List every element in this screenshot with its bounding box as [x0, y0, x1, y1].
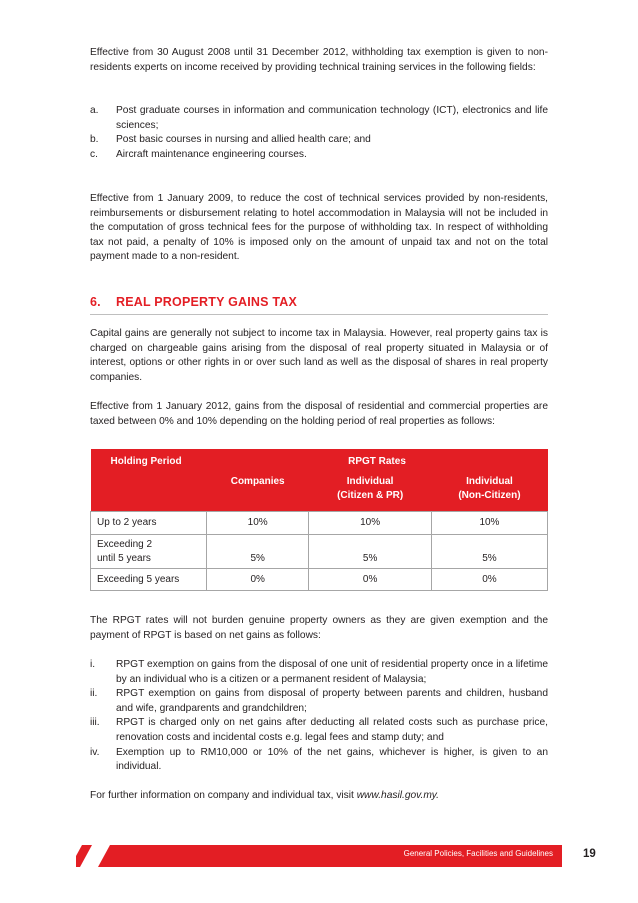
footer-title: General Policies, Facilities and Guidelines [403, 849, 553, 858]
exemption-list [90, 658, 548, 775]
list-text: RPGT exemption on gains from the disposal of one unit of residential property once in a lifetime by an individual who is a citizen or a permanent resident of Malaysia; [116, 659, 548, 685]
header-holding-period: Holding Period [91, 449, 207, 512]
non-citizen-rate-cell: 0% [431, 569, 547, 591]
list-item [90, 658, 548, 687]
rpgt-rates-paragraph: Effective from 1 January 2012, gains from the disposal of residential and commercial properties are taxed between 0% and 10% depending on the holding period of real properties as follows: [90, 401, 548, 427]
table-row [91, 535, 548, 569]
further-info-text: For further information on company and individual tax, visit [90, 790, 357, 801]
training-fields-list [90, 104, 548, 162]
list-item [90, 148, 548, 163]
table-row [91, 569, 548, 591]
list-item [90, 104, 548, 133]
table-header-row [91, 449, 548, 473]
page-number: 19 [583, 848, 596, 860]
holding-period-line1: Exceeding 2 [97, 538, 153, 550]
section-heading [90, 295, 548, 309]
exemption-intro-paragraph: The RPGT rates will not burden genuine property owners as they are given exemption and the payment of RPGT is based on net gains as follows: [90, 615, 548, 641]
rpgt-rates-table [90, 449, 548, 591]
header-companies-label: Companies [230, 476, 285, 487]
table-row [91, 512, 548, 535]
non-citizen-rate-cell: 10% [431, 512, 547, 535]
holding-period-line2: until 5 years [97, 552, 151, 564]
citizen-rate-cell: 5% [309, 535, 432, 569]
companies-rate-cell: 0% [207, 569, 309, 591]
list-text: Post graduate courses in information and communication technology (ICT), electronics and life sciences; [116, 105, 548, 131]
list-item [90, 687, 548, 716]
list-marker: ii. [90, 688, 98, 700]
intro-paragraph: Effective from 30 August 2008 until 31 December 2012, withholding tax exemption is given to non-residents experts on income received by providing technical training services in the following fields: [90, 47, 548, 73]
header-individual-citizen [309, 473, 432, 512]
header-individual-citizen-line2: (Citizen & PR) [337, 490, 404, 501]
section-title: REAL PROPERTY GAINS TAX [116, 295, 298, 309]
list-text: RPGT exemption on gains from disposal of property between parents and children, husband and wife, grandparents and grandchildren; [116, 688, 548, 714]
header-individual-non-citizen-line1: Individual [466, 476, 513, 487]
citizen-rate-cell: 0% [309, 569, 432, 591]
list-text: Aircraft maintenance engineering courses. [116, 148, 307, 160]
holding-period-text: Up to 2 years [97, 517, 157, 528]
holding-period-text: Exceeding 5 years [97, 573, 180, 585]
holding-period-cell [91, 569, 207, 591]
technical-services-paragraph: Effective from 1 January 2009, to reduce the cost of technical services provided by non-residents, reimbursements or disbursement relating to hotel accommodation in Malaysia will not be included in the computation of gross technical fees for the purpose of withholding tax. In respect of withholding tax not paid, a penalty of 10% is imposed only on the amount of unpaid tax and not on the total payment made to a non-resident. [90, 193, 548, 263]
non-citizen-rate-cell: 5% [431, 535, 547, 569]
section-number: 6. [90, 295, 101, 309]
holding-period-cell [91, 512, 207, 535]
list-item [90, 746, 548, 775]
header-individual-citizen-line1: Individual [346, 476, 394, 487]
further-info-paragraph [90, 789, 548, 804]
list-marker: a. [90, 105, 99, 116]
list-marker: b. [90, 134, 99, 146]
list-item [90, 716, 548, 745]
list-marker: iii. [90, 717, 100, 729]
section-divider [90, 314, 548, 315]
companies-rate-cell: 5% [207, 535, 309, 569]
header-rpgt-rates: RPGT Rates [207, 449, 548, 473]
list-item [90, 133, 548, 148]
list-text: Exemption up to RM10,000 or 10% of the net gains, whichever is higher, is given to an individual. [116, 746, 548, 773]
holding-period-cell [91, 535, 207, 569]
list-text: RPGT is charged only on net gains after deducting all related costs such as purchase price, renovation costs and incidental costs e.g. legal fees and stamp duty; and [116, 717, 548, 743]
list-text: Post basic courses in nursing and allied health care; and [116, 134, 371, 146]
header-individual-non-citizen-line2: (Non-Citizen) [458, 490, 521, 501]
hasil-website-link[interactable]: www.hasil.gov.my. [356, 790, 439, 801]
rpgt-intro-paragraph: Capital gains are generally not subject to income tax in Malaysia. However, real property gains tax is charged on chargeable gains arising from the disposal of real property situated in Malaysia or of interest, options or other rights in or over such land as well as the disposal of shares in real property companies. [90, 328, 548, 383]
header-individual-non-citizen [431, 473, 547, 512]
header-companies [207, 473, 309, 512]
list-marker: i. [90, 659, 96, 670]
list-marker: iv. [90, 746, 100, 758]
citizen-rate-cell: 10% [309, 512, 432, 535]
companies-rate-cell: 10% [207, 512, 309, 535]
list-marker: c. [90, 148, 98, 160]
